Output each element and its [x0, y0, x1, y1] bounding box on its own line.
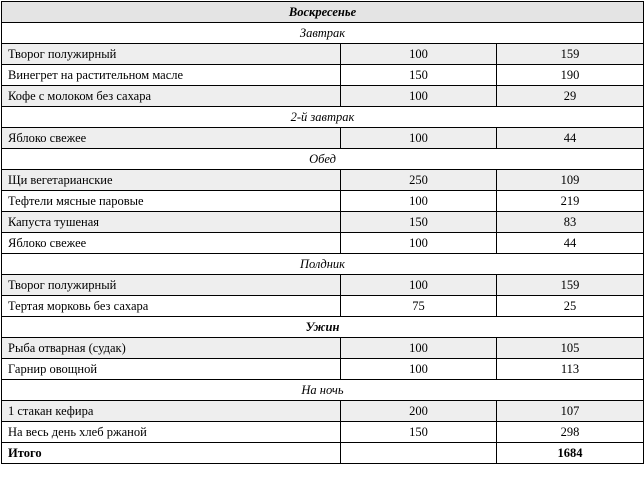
table-row — [2, 233, 644, 254]
meal-plan-body — [2, 2, 644, 464]
food-name-cell: 1 стакан кефира — [2, 401, 341, 422]
table-row — [2, 128, 644, 149]
kcal-cell: 109 — [497, 170, 644, 191]
food-name-cell: Тертая морковь без сахара — [2, 296, 341, 317]
table-row — [2, 359, 644, 380]
food-name-cell: Кофе с молоком без сахара — [2, 86, 341, 107]
food-name-cell: Творог полужирный — [2, 275, 341, 296]
grams-cell: 75 — [341, 296, 497, 317]
section-header-row — [2, 23, 644, 44]
section-header-row — [2, 149, 644, 170]
grams-cell: 100 — [341, 44, 497, 65]
total-label: Итого — [2, 443, 341, 464]
table-row — [2, 65, 644, 86]
food-name-cell: Щи вегетарианские — [2, 170, 341, 191]
kcal-cell: 159 — [497, 275, 644, 296]
food-name-cell: Яблоко свежее — [2, 233, 341, 254]
table-row — [2, 191, 644, 212]
section-header-row — [2, 380, 644, 401]
table-row — [2, 422, 644, 443]
kcal-cell: 159 — [497, 44, 644, 65]
section-title: На ночь — [2, 380, 644, 401]
section-header-row — [2, 317, 644, 338]
total-grams — [341, 443, 497, 464]
grams-cell: 100 — [341, 233, 497, 254]
kcal-cell: 29 — [497, 86, 644, 107]
kcal-cell: 44 — [497, 233, 644, 254]
section-title: Ужин — [2, 317, 644, 338]
kcal-cell: 105 — [497, 338, 644, 359]
table-row — [2, 86, 644, 107]
grams-cell: 100 — [341, 191, 497, 212]
food-name-cell: Винегрет на растительном масле — [2, 65, 341, 86]
food-name-cell: Яблоко свежее — [2, 128, 341, 149]
table-row — [2, 212, 644, 233]
section-header-row — [2, 107, 644, 128]
day-title: Воскресенье — [2, 2, 644, 23]
section-title: Полдник — [2, 254, 644, 275]
food-name-cell: Гарнир овощной — [2, 359, 341, 380]
grams-cell: 100 — [341, 338, 497, 359]
grams-cell: 150 — [341, 65, 497, 86]
kcal-cell: 83 — [497, 212, 644, 233]
kcal-cell: 219 — [497, 191, 644, 212]
total-row — [2, 443, 644, 464]
food-name-cell: На весь день хлеб ржаной — [2, 422, 341, 443]
table-row — [2, 401, 644, 422]
section-title: Обед — [2, 149, 644, 170]
food-name-cell: Тефтели мясные паровые — [2, 191, 341, 212]
food-name-cell: Творог полужирный — [2, 44, 341, 65]
grams-cell: 100 — [341, 275, 497, 296]
grams-cell: 150 — [341, 422, 497, 443]
grams-cell: 200 — [341, 401, 497, 422]
table-row — [2, 296, 644, 317]
kcal-cell: 25 — [497, 296, 644, 317]
meal-plan-table — [1, 1, 644, 464]
total-kcal: 1684 — [497, 443, 644, 464]
food-name-cell: Капуста тушеная — [2, 212, 341, 233]
section-title: Завтрак — [2, 23, 644, 44]
grams-cell: 100 — [341, 128, 497, 149]
food-name-cell: Рыба отварная (судак) — [2, 338, 341, 359]
grams-cell: 100 — [341, 359, 497, 380]
kcal-cell: 113 — [497, 359, 644, 380]
grams-cell: 150 — [341, 212, 497, 233]
grams-cell: 250 — [341, 170, 497, 191]
section-title: 2-й завтрак — [2, 107, 644, 128]
section-header-row — [2, 254, 644, 275]
table-row — [2, 338, 644, 359]
table-row — [2, 170, 644, 191]
table-row — [2, 44, 644, 65]
grams-cell: 100 — [341, 86, 497, 107]
kcal-cell: 190 — [497, 65, 644, 86]
kcal-cell: 298 — [497, 422, 644, 443]
table-row — [2, 275, 644, 296]
kcal-cell: 107 — [497, 401, 644, 422]
day-title-row — [2, 2, 644, 23]
kcal-cell: 44 — [497, 128, 644, 149]
